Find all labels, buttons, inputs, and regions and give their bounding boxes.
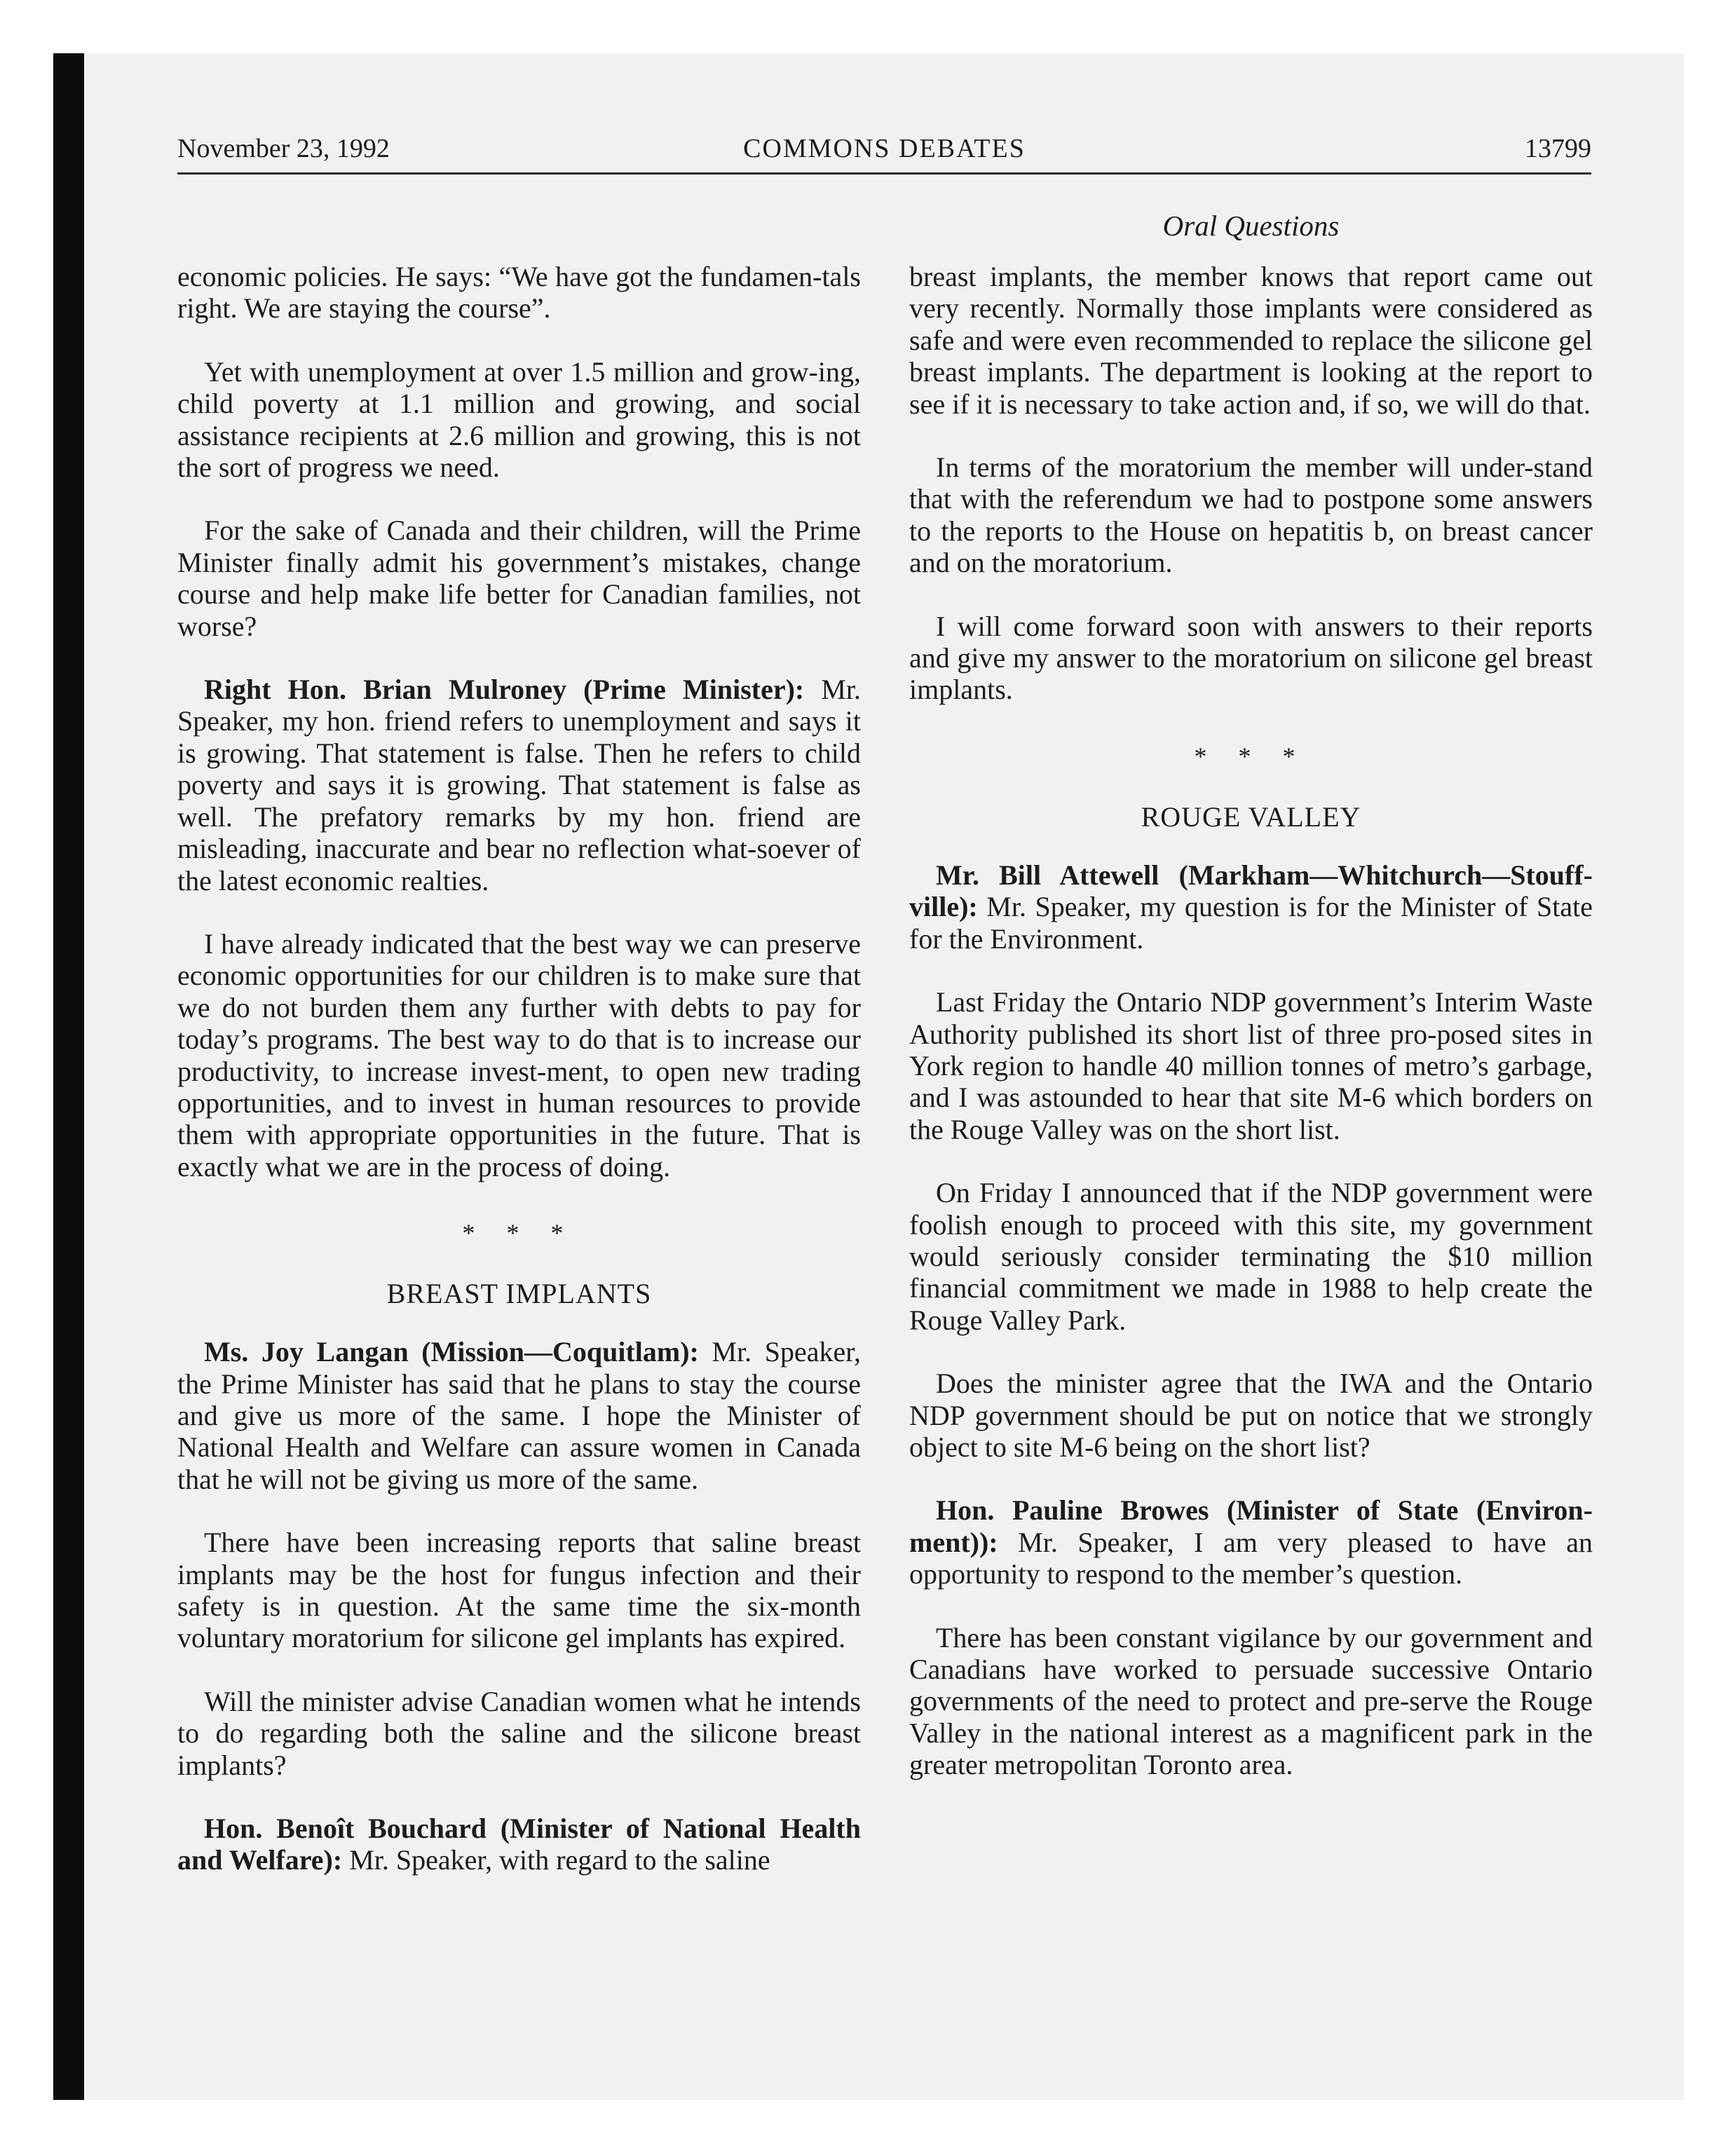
section-heading: ROUGE VALLEY <box>1141 800 1361 833</box>
speech-text: Mr. Speaker, the Prime Minister has said that he plans to stay the course and give us more of the same. I hope the Minister of National Health and Welfare can assure women in Canada that he will not be giving us more of the same. <box>177 1336 862 1495</box>
speaker-name: Hon. Benoît Bouchard (Minister of National Health and Welfare): <box>177 1813 861 1876</box>
paragraph: economic policies. He says: “We have got the fundamen-tals right. We are staying the course”. <box>177 261 861 325</box>
speaker-name: Right Hon. Brian Mulroney (Prime Minister): <box>204 674 805 706</box>
paragraph: I will come forward soon with answers to their reports and give my answer to the moratorium on silicone gel breast implants. <box>909 610 1593 706</box>
paragraph: In terms of the moratorium the member will under-stand that with the referendum we had to postpone some answers to the reports to the House on hepatitis b, on breast cancer and on the moratorium. <box>909 451 1593 579</box>
speaker-name: Mr. Bill Attewell (Markham—Whitchurch—Stouff-ville): <box>909 859 1593 923</box>
paragraph: Does the minister agree that the IWA and the Ontario NDP government should be put on notice that we strongly object to site M-6 being on the short list? <box>909 1367 1593 1463</box>
paragraph: Last Friday the Ontario NDP government’s Interim Waste Authority published its short list of three pro-posed sites in York region to handle 40 million tonnes of metro’s garbage, and I was astounded to hear that site M-6 which borders on the Rouge Valley was on the short list. <box>909 986 1593 1145</box>
section-heading: BREAST IMPLANTS <box>386 1278 652 1310</box>
header-rule <box>177 172 1591 175</box>
speech-paragraph <box>177 674 861 896</box>
running-header <box>177 130 1591 170</box>
speech-text: Mr. Speaker, my hon. friend refers to unemployment and says it is growing. That statement is false. Then he refers to child poverty and says it is growing. That statement is false as well. The prefatory remarks by my hon. friend are misleading, inaccurate and bear no reflection what-soever of the latest economic realties. <box>177 674 861 896</box>
paragraph: Yet with unemployment at over 1.5 million and grow-ing, child poverty at 1.1 million and growing, and social assistance recipients at 2.6 million and growing, this is not the sort of progress we need. <box>177 355 861 484</box>
section-separator: * * * <box>1194 742 1308 770</box>
paragraph: On Friday I announced that if the NDP government were foolish enough to proceed with this site, my government would seriously consider terminating the $10 million financial commitment we made in 1988 to help create the Rouge Valley Park. <box>909 1177 1593 1336</box>
speech-paragraph <box>177 1336 861 1495</box>
speech-paragraph <box>177 1813 861 1876</box>
binding-edge <box>53 53 84 2100</box>
section-label: Oral Questions <box>1162 210 1340 242</box>
paragraph: Will the minister advise Canadian women what he intends to do regarding both the saline and the silicone breast implants? <box>177 1685 861 1781</box>
paragraph: For the sake of Canada and their children, will the Prime Minister finally admit his government’s mistakes, change course and help make life better for Canadian families, not worse? <box>177 514 861 642</box>
right-column <box>909 261 1593 1813</box>
speech-text: Mr. Speaker, I am very pleased to have an opportunity to respond to the member’s question. <box>909 1526 1593 1590</box>
speech-paragraph <box>909 859 1593 955</box>
speech-text: Mr. Speaker, my question is for the Minister of State for the Environment. <box>909 891 1593 955</box>
section-separator: * * * <box>462 1219 576 1248</box>
header-page-number: 13799 <box>1525 134 1591 163</box>
speech-paragraph <box>909 1494 1593 1590</box>
speaker-name: Ms. Joy Langan (Mission—Coquitlam): <box>204 1336 699 1368</box>
paragraph: I have already indicated that the best way we can preserve economic opportunities for our children is to make sure that we do not burden them any further with debts to pay for today’s programs. The best way to do that is to increase our productivity, to increase invest-ment, to open new trading opportunities, and to invest in human resources to provide them with appropriate opportunities in the future. That is exactly what we are in the process of doing. <box>177 927 861 1182</box>
left-column <box>177 261 861 1908</box>
paragraph: There have been increasing reports that saline breast implants may be the host for fungus infection and their safety is in question. At the same time the six-month voluntary moratorium for silicone gel implants has expired. <box>177 1527 861 1654</box>
paragraph: There has been constant vigilance by our government and Canadians have worked to persuade successive Ontario governments of the need to protect and pre-serve the Rouge Valley in the national interest as a magnificent park in the greater metropolitan Toronto area. <box>909 1621 1593 1781</box>
header-publication: COMMONS DEBATES <box>743 134 1026 163</box>
speaker-name: Hon. Pauline Browes (Minister of State (Environ-ment)): <box>909 1494 1593 1558</box>
paragraph: breast implants, the member knows that report came out very recently. Normally those implants were considered as safe and were even recommended to replace the silicone gel breast implants. The department is looking at the report to see if it is necessary to take action and, if so, we will do that. <box>909 261 1593 420</box>
header-date: November 23, 1992 <box>177 134 390 163</box>
speech-text: Mr. Speaker, with regard to the saline <box>342 1844 770 1876</box>
